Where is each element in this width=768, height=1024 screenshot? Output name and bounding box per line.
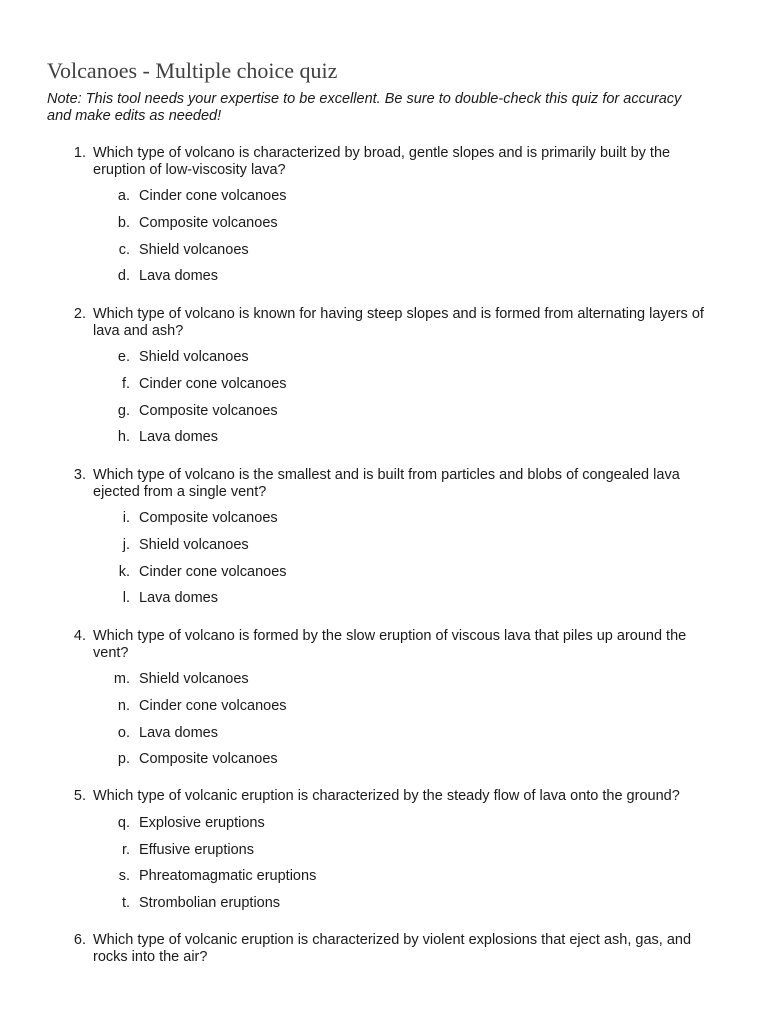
option-item bbox=[0, 376, 768, 394]
option-item bbox=[0, 671, 768, 689]
document-note: Note: This tool needs your expertise to be excellent. Be sure to double-check this quiz for accuracy and make edits as needed! bbox=[47, 91, 682, 124]
option-letter: m. bbox=[113, 671, 130, 687]
option-text: Shield volcanoes bbox=[139, 537, 249, 553]
option-text: Shield volcanoes bbox=[139, 242, 249, 258]
option-item bbox=[0, 268, 768, 286]
option-item bbox=[0, 510, 768, 528]
question-text: Which type of volcanic eruption is characterized by the steady flow of lava onto the ground? bbox=[93, 788, 680, 804]
option-letter: h. bbox=[117, 429, 130, 445]
option-text: Composite volcanoes bbox=[139, 751, 278, 767]
option-text: Shield volcanoes bbox=[139, 349, 249, 365]
question-text: Which type of volcano is characterized by broad, gentle slopes and is primarily built by the eruption of low-viscosity lava? bbox=[93, 145, 671, 178]
option-text: Lava domes bbox=[139, 429, 218, 445]
option-letter: a. bbox=[117, 188, 130, 204]
question-number: 2. bbox=[73, 306, 86, 322]
option-text: Explosive eruptions bbox=[139, 815, 265, 831]
option-item bbox=[0, 895, 768, 913]
option-text: Cinder cone volcanoes bbox=[139, 188, 287, 204]
option-item bbox=[0, 842, 768, 860]
option-letter: d. bbox=[117, 268, 130, 284]
option-item bbox=[0, 751, 768, 769]
option-text: Lava domes bbox=[139, 268, 218, 284]
option-item bbox=[0, 188, 768, 206]
option-letter: b. bbox=[117, 215, 130, 231]
option-item bbox=[0, 815, 768, 833]
option-letter: q. bbox=[117, 815, 130, 831]
option-item bbox=[0, 429, 768, 447]
option-item bbox=[0, 564, 768, 582]
option-text: Effusive eruptions bbox=[139, 842, 254, 858]
option-text: Cinder cone volcanoes bbox=[139, 376, 287, 392]
option-text: Composite volcanoes bbox=[139, 403, 278, 419]
option-text: Phreatomagmatic eruptions bbox=[139, 868, 317, 884]
option-text: Cinder cone volcanoes bbox=[139, 698, 287, 714]
question-text: Which type of volcanic eruption is characterized by violent explosions that eject ash, gas, and rocks into the air? bbox=[93, 932, 692, 965]
option-letter: r. bbox=[121, 842, 130, 858]
option-letter: e. bbox=[117, 349, 130, 365]
question-text: Which type of volcano is the smallest and is built from particles and blobs of congealed lava ejected from a single vent? bbox=[93, 467, 680, 500]
question-number: 3. bbox=[73, 467, 86, 483]
option-text: Composite volcanoes bbox=[139, 215, 278, 231]
option-letter: f. bbox=[121, 376, 130, 392]
option-item bbox=[0, 215, 768, 233]
option-letter: n. bbox=[117, 698, 130, 714]
option-letter: k. bbox=[118, 564, 130, 580]
option-letter: j. bbox=[122, 537, 130, 553]
option-letter: t. bbox=[121, 895, 130, 911]
option-letter: o. bbox=[117, 725, 130, 741]
question-number: 5. bbox=[73, 788, 86, 804]
question-number: 1. bbox=[73, 145, 86, 161]
option-text: Cinder cone volcanoes bbox=[139, 564, 287, 580]
question-number: 4. bbox=[73, 628, 86, 644]
option-item bbox=[0, 403, 768, 421]
option-letter: s. bbox=[118, 868, 130, 884]
question-text: Which type of volcano is known for having steep slopes and is formed from alternating layers of lava and ash? bbox=[93, 306, 704, 339]
option-item bbox=[0, 868, 768, 886]
option-item bbox=[0, 349, 768, 367]
option-text: Strombolian eruptions bbox=[139, 895, 281, 911]
option-text: Composite volcanoes bbox=[139, 510, 278, 526]
option-letter: i. bbox=[122, 510, 130, 526]
option-item bbox=[0, 698, 768, 716]
option-letter: c. bbox=[118, 242, 130, 258]
question-text: Which type of volcano is formed by the slow eruption of viscous lava that piles up around the vent? bbox=[93, 628, 687, 661]
option-item bbox=[0, 537, 768, 555]
option-text: Shield volcanoes bbox=[139, 671, 249, 687]
question-number: 6. bbox=[73, 932, 86, 948]
option-item bbox=[0, 242, 768, 260]
option-text: Lava domes bbox=[139, 725, 218, 741]
option-item bbox=[0, 590, 768, 608]
document-title: Volcanoes - Multiple choice quiz bbox=[47, 58, 338, 83]
option-letter: p. bbox=[117, 751, 130, 767]
option-text: Lava domes bbox=[139, 590, 218, 606]
option-item bbox=[0, 725, 768, 743]
option-letter: l. bbox=[122, 590, 130, 606]
option-letter: g. bbox=[117, 403, 130, 419]
